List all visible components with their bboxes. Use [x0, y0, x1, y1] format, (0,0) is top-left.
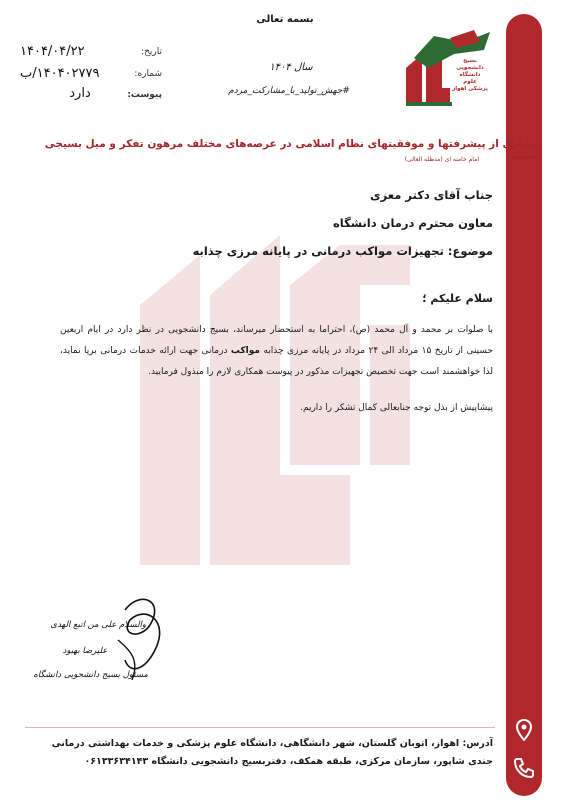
location-pin-icon: [512, 718, 536, 742]
quote-source: امام خامنه ای (مدظله العالی): [404, 156, 479, 163]
body-emphasis: مواکب: [230, 346, 260, 356]
attachment-value: دارد: [69, 86, 91, 101]
number-value: ۱۴۰۴۰۲۷۷۹/ب: [20, 66, 100, 81]
footer-address-line-1: آدرس: اهواز، اتوبان گلستان، شهر دانشگاهی، دانشگاه علوم پزشکی و خدمات بهداشتی درمانی: [51, 738, 493, 749]
signatory-name: علیرضا بهبود: [62, 646, 108, 656]
signature-scribble: [30, 580, 180, 700]
body-paragraph: با صلوات بر محمد و آل محمد (ص)، احتراما به استحضار میرساند، بسیج دانشجویی در نظر دارد در ایام اربعین حسینی از تاریخ ۱۵ مرداد الی ۲۴ مرداد در پایانه مرزی چذابه مواکب درمانی جهت ارائه خدمات درمانی برپا نماید، لذا خواهشمند است جهت تخصیص تجهیزات مذکور در پیوست همکاری لازم را مبذول فرمایید.: [60, 325, 493, 377]
footer-divider: [25, 727, 495, 728]
slogan-hashtag: #جهش_تولید_با_مشارکت_مردم: [228, 86, 350, 96]
attachment-label: پیوست:: [127, 90, 162, 100]
greeting: سلام علیکم ؛: [422, 292, 493, 305]
logo-caption: بسیج دانشجویی دانشگاه علوم پزشکی اهواز: [452, 58, 488, 92]
number-label: شماره:: [134, 69, 162, 79]
watermark-emblem: [140, 225, 410, 565]
recipient-position: معاون محترم درمان دانشگاه: [332, 216, 493, 230]
closing-line: پیشاپیش از بذل توجه جنابعالی کمال تشکر را داریم.: [300, 403, 493, 413]
recipient-name: جناب آقای دکتر معزی: [370, 188, 493, 202]
signature-salutation: والسلام علی من اتبع الهدی: [50, 620, 146, 630]
date-value: ۱۴۰۴/۰۴/۲۲: [20, 44, 85, 59]
bismillah-heading: بسمه تعالی: [256, 14, 314, 25]
signatory-title: مسئول بسیج دانشجویی دانشگاه: [33, 670, 148, 680]
date-label: تاریخ:: [141, 47, 162, 57]
letter-subject: موضوع: تجهیزات مواکب درمانی در پایانه مرزی چذابه: [192, 244, 493, 258]
leader-quote: بسیاری از پیشرفتها و موفقیتهای نظام اسلامی در عرصه‌های مختلف مرهون تفکر و میل بسیجی است.: [44, 138, 541, 162]
phone-icon: [512, 756, 536, 780]
sidebar-bar: [506, 14, 542, 796]
footer-address-line-2: جندی شاپور، سازمان مرکزی، طبقه همکف، دفتربسیج دانشجویی دانشگاه ۰۶۱۳۳۶۳۴۱۴۳: [84, 756, 493, 767]
slogan-year: سال ۱۴۰۴: [269, 62, 313, 73]
